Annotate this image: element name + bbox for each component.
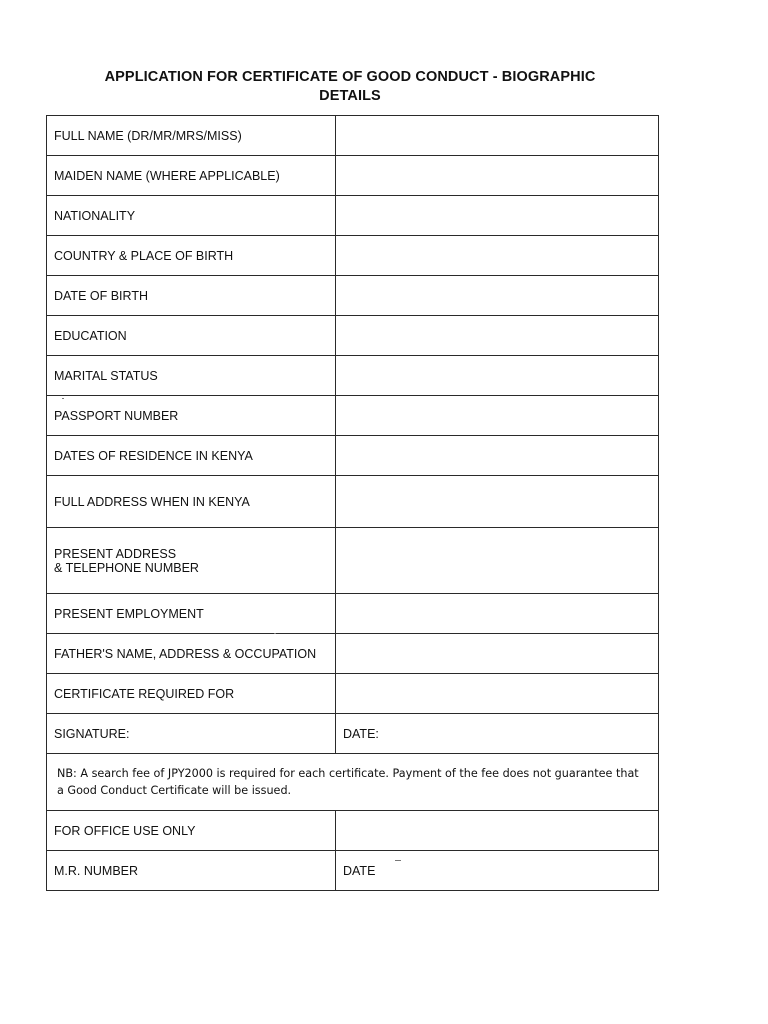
form-row bbox=[47, 196, 659, 236]
form-row bbox=[47, 116, 659, 156]
form-row bbox=[47, 436, 659, 476]
field-input-dates-of-residence[interactable] bbox=[336, 436, 659, 476]
field-label-present-address bbox=[47, 528, 336, 594]
field-label-present-employment: PRESENT EMPLOYMENT bbox=[47, 594, 336, 634]
mr-number-row bbox=[47, 851, 659, 891]
field-label-maiden-name: MAIDEN NAME (WHERE APPLICABLE) bbox=[47, 156, 336, 196]
field-label-certificate-required-for: CERTIFICATE REQUIRED FOR bbox=[47, 674, 336, 714]
field-input-education[interactable] bbox=[336, 316, 659, 356]
form-row bbox=[47, 236, 659, 276]
field-label-full-address-kenya: FULL ADDRESS WHEN IN KENYA bbox=[47, 476, 336, 528]
signature-row bbox=[47, 714, 659, 754]
field-label-education: EDUCATION bbox=[47, 316, 336, 356]
field-input-present-address[interactable] bbox=[336, 528, 659, 594]
field-input-date-of-birth[interactable] bbox=[336, 276, 659, 316]
field-input-nationality[interactable] bbox=[336, 196, 659, 236]
field-label-full-name: FULL NAME (DR/MR/MRS/MISS) bbox=[47, 116, 336, 156]
form-row bbox=[47, 276, 659, 316]
fee-notice bbox=[47, 754, 659, 811]
form-row bbox=[47, 594, 659, 634]
form-row bbox=[47, 528, 659, 594]
field-label-passport-number: PASSPORT NUMBER bbox=[47, 396, 336, 436]
biographic-details-table bbox=[46, 115, 659, 891]
office-use-field bbox=[336, 811, 659, 851]
form-title-line-1: APPLICATION FOR CERTIFICATE OF GOOD CONDUCT - BIOGRAPHIC bbox=[104, 69, 596, 85]
field-label-dates-of-residence: DATES OF RESIDENCE IN KENYA bbox=[47, 436, 336, 476]
form-row bbox=[47, 396, 659, 436]
field-input-maiden-name[interactable] bbox=[336, 156, 659, 196]
field-input-fathers-details[interactable] bbox=[336, 634, 659, 674]
field-input-passport-number[interactable] bbox=[336, 396, 659, 436]
field-label-date-of-birth: DATE OF BIRTH bbox=[47, 276, 336, 316]
scan-speck bbox=[395, 860, 401, 861]
field-label-present-address-line-1: PRESENT ADDRESS bbox=[54, 546, 177, 561]
form-title bbox=[60, 68, 640, 106]
form-row bbox=[47, 156, 659, 196]
form-row bbox=[47, 674, 659, 714]
field-input-certificate-required-for[interactable] bbox=[336, 674, 659, 714]
field-input-marital-status[interactable] bbox=[336, 356, 659, 396]
field-input-full-name[interactable] bbox=[336, 116, 659, 156]
field-input-present-employment[interactable] bbox=[336, 594, 659, 634]
field-input-full-address-kenya[interactable] bbox=[336, 476, 659, 528]
form-row bbox=[47, 634, 659, 674]
office-date-field: DATE bbox=[336, 851, 659, 891]
office-use-label: FOR OFFICE USE ONLY bbox=[47, 811, 336, 851]
form-title-line-2: DETAILS bbox=[319, 88, 381, 104]
field-label-country-place-of-birth: COUNTRY & PLACE OF BIRTH bbox=[47, 236, 336, 276]
scan-speck bbox=[62, 398, 64, 399]
field-label-fathers-details: FATHER'S NAME, ADDRESS & OCCUPATION bbox=[47, 634, 336, 674]
field-input-country-place-of-birth[interactable] bbox=[336, 236, 659, 276]
office-use-row bbox=[47, 811, 659, 851]
field-label-marital-status: MARITAL STATUS bbox=[47, 356, 336, 396]
scan-speck bbox=[274, 633, 276, 634]
fee-notice-line-1: NB: A search fee of JPY2000 is required for each certificate. Payment of the fee does not guarantee that bbox=[57, 767, 639, 780]
form-row bbox=[47, 356, 659, 396]
form-row bbox=[47, 316, 659, 356]
field-label-nationality: NATIONALITY bbox=[47, 196, 336, 236]
nb-row bbox=[47, 754, 659, 811]
mr-number-field: M.R. NUMBER bbox=[47, 851, 336, 891]
signature-field[interactable]: SIGNATURE: bbox=[47, 714, 336, 754]
field-label-present-address-line-2: & TELEPHONE NUMBER bbox=[54, 560, 199, 575]
signature-date-field[interactable]: DATE: bbox=[336, 714, 659, 754]
fee-notice-line-2: a Good Conduct Certificate will be issued. bbox=[57, 784, 292, 797]
form-row bbox=[47, 476, 659, 528]
